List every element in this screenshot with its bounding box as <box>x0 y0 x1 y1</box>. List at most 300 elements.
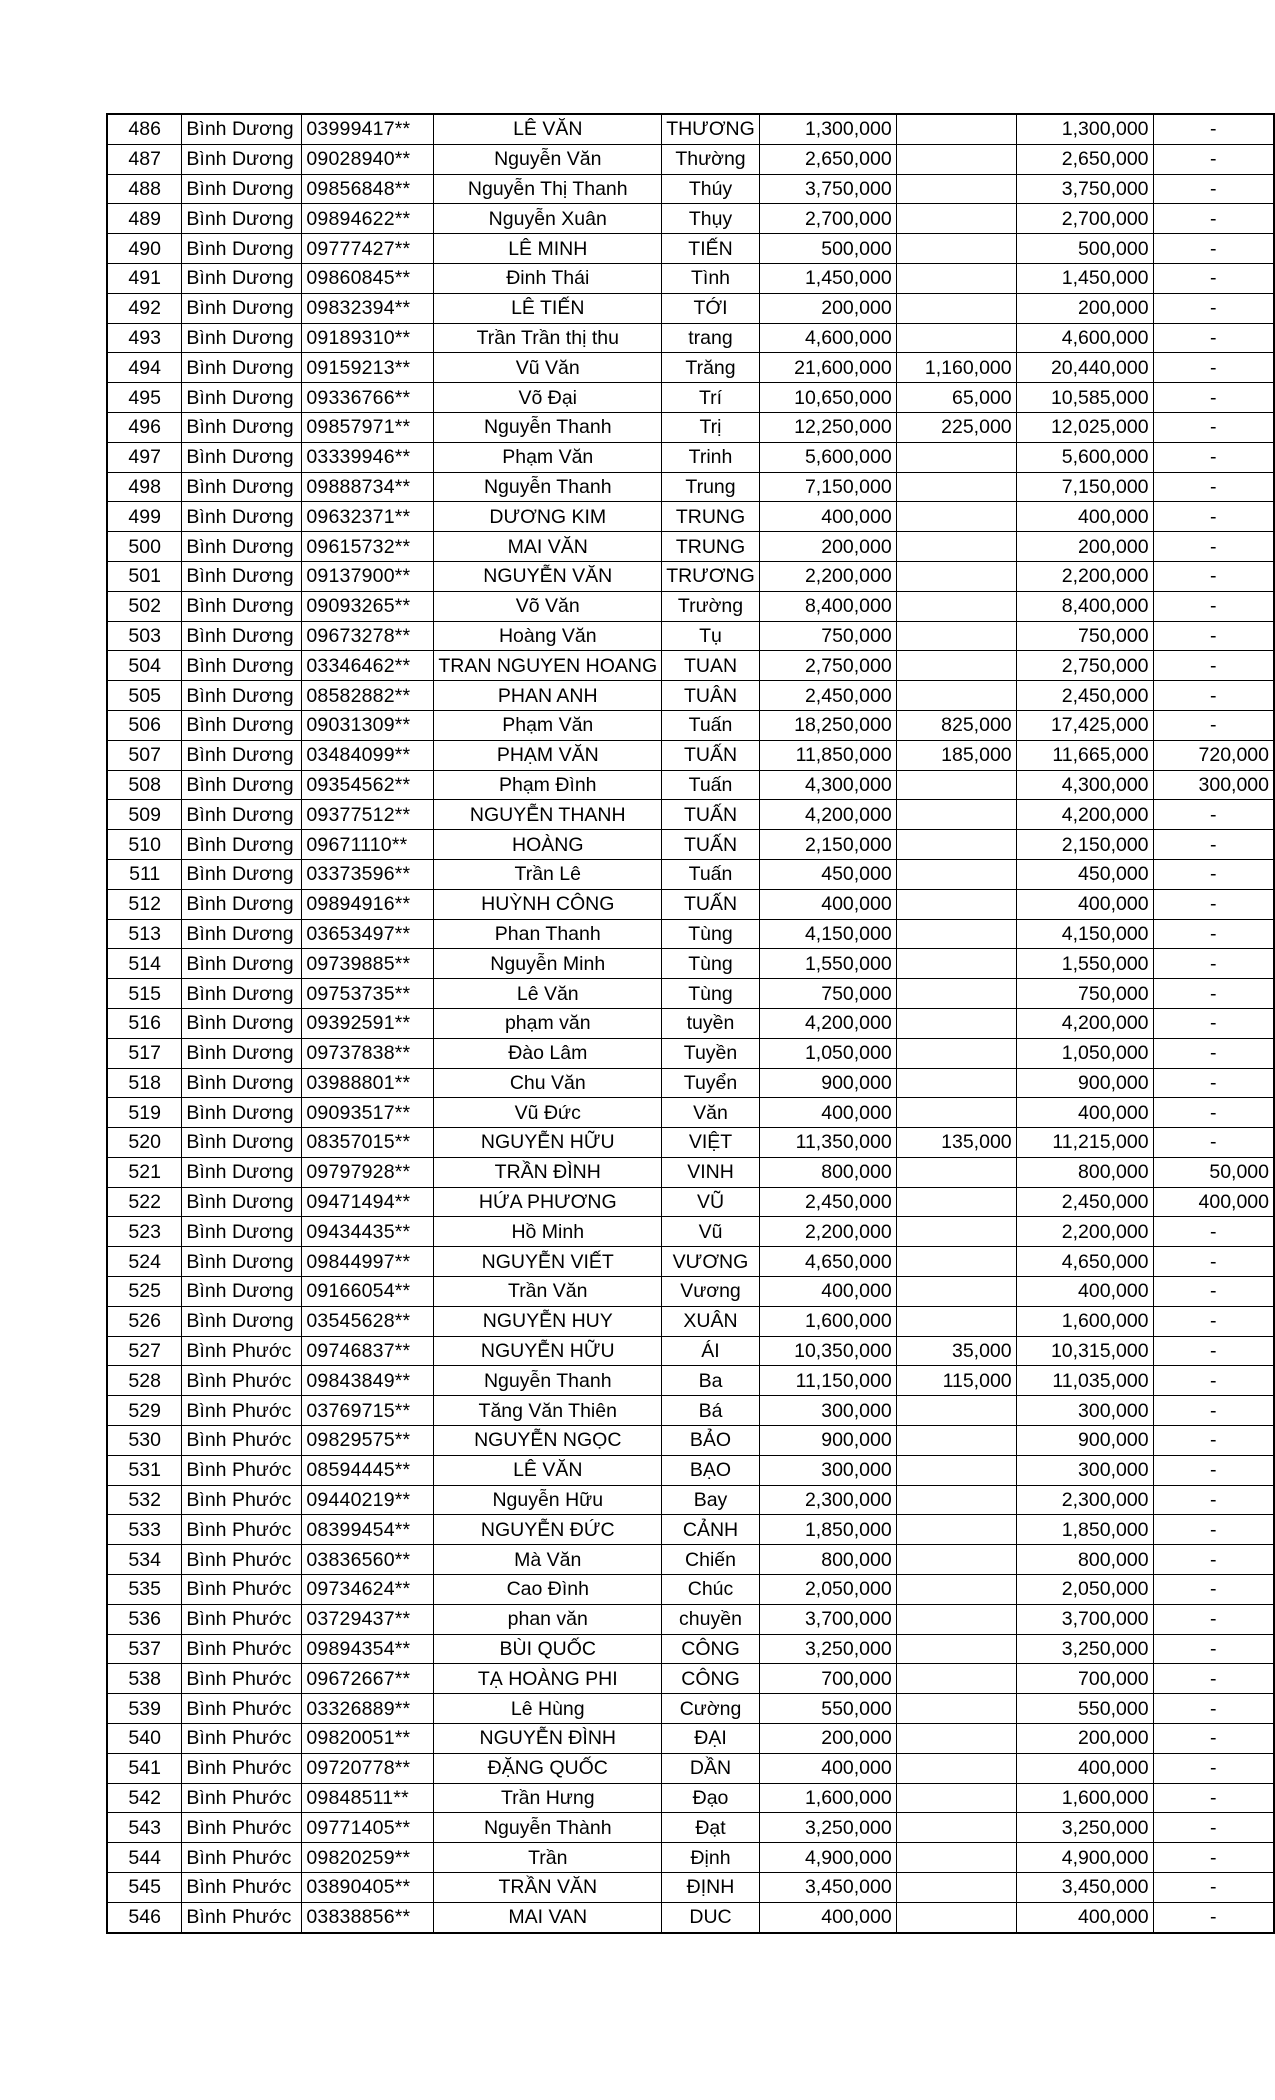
row-number: 520 <box>107 1128 182 1158</box>
row-number: 518 <box>107 1068 182 1098</box>
given-name-cell: BẠO <box>662 1455 760 1485</box>
phone-cell: 09894622** <box>302 204 434 234</box>
extra-cell: - <box>1153 1664 1274 1694</box>
row-number: 541 <box>107 1753 182 1783</box>
deduction-cell <box>896 1902 1016 1932</box>
row-number: 538 <box>107 1664 182 1694</box>
deduction-cell <box>896 889 1016 919</box>
table-row <box>107 383 1274 413</box>
surname-cell: Đào Lâm <box>434 1038 662 1068</box>
extra-cell: - <box>1153 114 1274 144</box>
deduction-cell <box>896 859 1016 889</box>
table-row <box>107 859 1274 889</box>
extra-cell: - <box>1153 1604 1274 1634</box>
province-cell: Bình Dương <box>182 204 302 234</box>
surname-cell: NGUYỄN HỮU <box>434 1128 662 1158</box>
extra-cell: - <box>1153 353 1274 383</box>
table-row <box>107 1902 1274 1932</box>
phone-cell: 09392591** <box>302 1008 434 1038</box>
table-row <box>107 323 1274 353</box>
net-amount-cell: 900,000 <box>1016 1068 1153 1098</box>
net-amount-cell: 2,150,000 <box>1016 830 1153 860</box>
deduction-cell <box>896 263 1016 293</box>
extra-cell: - <box>1153 234 1274 264</box>
province-cell: Bình Dương <box>182 502 302 532</box>
surname-cell: TẠ HOÀNG PHI <box>434 1664 662 1694</box>
surname-cell: Nguyễn Hữu <box>434 1485 662 1515</box>
surname-cell: Lê Hùng <box>434 1694 662 1724</box>
surname-cell: Võ Văn <box>434 591 662 621</box>
row-number: 513 <box>107 919 182 949</box>
province-cell: Bình Phước <box>182 1694 302 1724</box>
net-amount-cell: 2,650,000 <box>1016 144 1153 174</box>
phone-cell: 09093265** <box>302 591 434 621</box>
phone-cell: 09028940** <box>302 144 434 174</box>
net-amount-cell: 1,600,000 <box>1016 1783 1153 1813</box>
amount-cell: 400,000 <box>759 502 896 532</box>
extra-cell: - <box>1153 323 1274 353</box>
phone-cell: 09671110** <box>302 830 434 860</box>
surname-cell: Phan Thanh <box>434 919 662 949</box>
deduction-cell <box>896 770 1016 800</box>
row-number: 540 <box>107 1724 182 1754</box>
surname-cell: Vũ Văn <box>434 353 662 383</box>
table-row <box>107 830 1274 860</box>
amount-cell: 8,400,000 <box>759 591 896 621</box>
extra-cell: 300,000 <box>1153 770 1274 800</box>
province-cell: Bình Dương <box>182 621 302 651</box>
amount-cell: 3,250,000 <box>759 1813 896 1843</box>
extra-cell: - <box>1153 1873 1274 1903</box>
table-row <box>107 234 1274 264</box>
province-cell: Bình Dương <box>182 1128 302 1158</box>
net-amount-cell: 10,585,000 <box>1016 383 1153 413</box>
phone-cell: 09829575** <box>302 1426 434 1456</box>
table-row <box>107 1366 1274 1396</box>
given-name-cell: TUẤN <box>662 740 760 770</box>
phone-cell: 09843849** <box>302 1366 434 1396</box>
deduction-cell <box>896 1604 1016 1634</box>
extra-cell: - <box>1153 144 1274 174</box>
phone-cell: 03326889** <box>302 1694 434 1724</box>
net-amount-cell: 4,150,000 <box>1016 919 1153 949</box>
province-cell: Bình Dương <box>182 412 302 442</box>
row-number: 488 <box>107 174 182 204</box>
province-cell: Bình Phước <box>182 1783 302 1813</box>
row-number: 517 <box>107 1038 182 1068</box>
surname-cell: Hồ Minh <box>434 1217 662 1247</box>
province-cell: Bình Dương <box>182 1306 302 1336</box>
amount-cell: 4,300,000 <box>759 770 896 800</box>
given-name-cell: Tuấn <box>662 770 760 800</box>
row-number: 505 <box>107 681 182 711</box>
extra-cell: - <box>1153 591 1274 621</box>
phone-cell: 09832394** <box>302 293 434 323</box>
amount-cell: 2,450,000 <box>759 681 896 711</box>
province-cell: Bình Dương <box>182 1157 302 1187</box>
deduction-cell <box>896 1038 1016 1068</box>
net-amount-cell: 2,700,000 <box>1016 204 1153 234</box>
surname-cell: Phạm Văn <box>434 710 662 740</box>
extra-cell: - <box>1153 472 1274 502</box>
table-row <box>107 472 1274 502</box>
deduction-cell <box>896 1515 1016 1545</box>
extra-cell: - <box>1153 651 1274 681</box>
table-row <box>107 1783 1274 1813</box>
extra-cell: - <box>1153 1098 1274 1128</box>
net-amount-cell: 1,550,000 <box>1016 949 1153 979</box>
net-amount-cell: 2,200,000 <box>1016 561 1153 591</box>
phone-cell: 09753735** <box>302 979 434 1009</box>
deduction-cell <box>896 204 1016 234</box>
deduction-cell <box>896 1783 1016 1813</box>
given-name-cell: Trung <box>662 472 760 502</box>
given-name-cell: Tuấn <box>662 710 760 740</box>
table-row <box>107 293 1274 323</box>
phone-cell: 09336766** <box>302 383 434 413</box>
deduction-cell <box>896 1068 1016 1098</box>
phone-cell: 09377512** <box>302 800 434 830</box>
extra-cell: - <box>1153 532 1274 562</box>
table-row <box>107 1247 1274 1277</box>
extra-cell: - <box>1153 1575 1274 1605</box>
deduction-cell <box>896 621 1016 651</box>
phone-cell: 03836560** <box>302 1545 434 1575</box>
amount-cell: 900,000 <box>759 1068 896 1098</box>
province-cell: Bình Dương <box>182 1068 302 1098</box>
row-number: 504 <box>107 651 182 681</box>
phone-cell: 09894916** <box>302 889 434 919</box>
amount-cell: 200,000 <box>759 1724 896 1754</box>
net-amount-cell: 4,200,000 <box>1016 1008 1153 1038</box>
amount-cell: 10,350,000 <box>759 1336 896 1366</box>
row-number: 515 <box>107 979 182 1009</box>
extra-cell: - <box>1153 383 1274 413</box>
deduction-cell <box>896 800 1016 830</box>
table-row <box>107 114 1274 144</box>
province-cell: Bình Phước <box>182 1336 302 1366</box>
extra-cell: - <box>1153 621 1274 651</box>
given-name-cell: TRUNG <box>662 532 760 562</box>
province-cell: Bình Dương <box>182 859 302 889</box>
province-cell: Bình Phước <box>182 1604 302 1634</box>
table-row <box>107 174 1274 204</box>
extra-cell: - <box>1153 263 1274 293</box>
given-name-cell: DẦN <box>662 1753 760 1783</box>
surname-cell: LÊ VĂN <box>434 1455 662 1485</box>
phone-cell: 09734624** <box>302 1575 434 1605</box>
extra-cell: - <box>1153 1277 1274 1307</box>
deduction-cell <box>896 830 1016 860</box>
table-row <box>107 1426 1274 1456</box>
province-cell: Bình Dương <box>182 383 302 413</box>
table-row <box>107 1545 1274 1575</box>
phone-cell: 09857971** <box>302 412 434 442</box>
phone-cell: 03339946** <box>302 442 434 472</box>
province-cell: Bình Dương <box>182 710 302 740</box>
province-cell: Bình Dương <box>182 144 302 174</box>
given-name-cell: Thúy <box>662 174 760 204</box>
deduction-cell <box>896 323 1016 353</box>
deduction-cell <box>896 1455 1016 1485</box>
net-amount-cell: 11,035,000 <box>1016 1366 1153 1396</box>
data-table <box>106 113 1275 1934</box>
amount-cell: 400,000 <box>759 1277 896 1307</box>
extra-cell: - <box>1153 1455 1274 1485</box>
province-cell: Bình Dương <box>182 740 302 770</box>
province-cell: Bình Phước <box>182 1366 302 1396</box>
row-number: 529 <box>107 1396 182 1426</box>
given-name-cell: Bá <box>662 1396 760 1426</box>
given-name-cell: XUÂN <box>662 1306 760 1336</box>
province-cell: Bình Phước <box>182 1426 302 1456</box>
amount-cell: 11,850,000 <box>759 740 896 770</box>
deduction-cell <box>896 1426 1016 1456</box>
surname-cell: NGUYỄN VIẾT <box>434 1247 662 1277</box>
surname-cell: Lê Văn <box>434 979 662 1009</box>
surname-cell: LÊ TIẾN <box>434 293 662 323</box>
table-row <box>107 1634 1274 1664</box>
table-row <box>107 412 1274 442</box>
given-name-cell: TUẤN <box>662 800 760 830</box>
amount-cell: 800,000 <box>759 1545 896 1575</box>
table-row <box>107 591 1274 621</box>
province-cell: Bình Phước <box>182 1455 302 1485</box>
table-row <box>107 204 1274 234</box>
given-name-cell: ÁI <box>662 1336 760 1366</box>
amount-cell: 400,000 <box>759 889 896 919</box>
deduction-cell <box>896 1575 1016 1605</box>
deduction-cell <box>896 1634 1016 1664</box>
phone-cell: 09737838** <box>302 1038 434 1068</box>
table-row <box>107 1098 1274 1128</box>
province-cell: Bình Dương <box>182 800 302 830</box>
net-amount-cell: 17,425,000 <box>1016 710 1153 740</box>
net-amount-cell: 2,200,000 <box>1016 1217 1153 1247</box>
phone-cell: 09434435** <box>302 1217 434 1247</box>
province-cell: Bình Phước <box>182 1485 302 1515</box>
deduction-cell <box>896 114 1016 144</box>
phone-cell: 03545628** <box>302 1306 434 1336</box>
amount-cell: 4,900,000 <box>759 1843 896 1873</box>
net-amount-cell: 400,000 <box>1016 1753 1153 1783</box>
phone-cell: 09166054** <box>302 1277 434 1307</box>
table-row <box>107 442 1274 472</box>
amount-cell: 400,000 <box>759 1753 896 1783</box>
extra-cell: - <box>1153 830 1274 860</box>
extra-cell: - <box>1153 502 1274 532</box>
net-amount-cell: 400,000 <box>1016 1902 1153 1932</box>
phone-cell: 03890405** <box>302 1873 434 1903</box>
surname-cell: phạm văn <box>434 1008 662 1038</box>
phone-cell: 09137900** <box>302 561 434 591</box>
deduction-cell <box>896 532 1016 562</box>
province-cell: Bình Phước <box>182 1396 302 1426</box>
amount-cell: 2,300,000 <box>759 1485 896 1515</box>
net-amount-cell: 200,000 <box>1016 532 1153 562</box>
extra-cell: - <box>1153 1634 1274 1664</box>
table-row <box>107 1306 1274 1336</box>
given-name-cell: Chiến <box>662 1545 760 1575</box>
surname-cell: Cao Đình <box>434 1575 662 1605</box>
surname-cell: MAI VAN <box>434 1902 662 1932</box>
surname-cell: NGUYỄN NGỌC <box>434 1426 662 1456</box>
amount-cell: 11,350,000 <box>759 1128 896 1158</box>
net-amount-cell: 400,000 <box>1016 1277 1153 1307</box>
surname-cell: NGUYỄN ĐÌNH <box>434 1724 662 1754</box>
province-cell: Bình Dương <box>182 442 302 472</box>
row-number: 516 <box>107 1008 182 1038</box>
extra-cell: - <box>1153 681 1274 711</box>
surname-cell: HỨA PHƯƠNG <box>434 1187 662 1217</box>
table-body <box>107 114 1274 1933</box>
deduction-cell: 135,000 <box>896 1128 1016 1158</box>
table-row <box>107 770 1274 800</box>
province-cell: Bình Dương <box>182 591 302 621</box>
amount-cell: 2,700,000 <box>759 204 896 234</box>
deduction-cell <box>896 1277 1016 1307</box>
given-name-cell: TỚI <box>662 293 760 323</box>
row-number: 499 <box>107 502 182 532</box>
given-name-cell: trang <box>662 323 760 353</box>
deduction-cell <box>896 561 1016 591</box>
phone-cell: 09672667** <box>302 1664 434 1694</box>
extra-cell: - <box>1153 1306 1274 1336</box>
row-number: 543 <box>107 1813 182 1843</box>
amount-cell: 1,850,000 <box>759 1515 896 1545</box>
amount-cell: 1,050,000 <box>759 1038 896 1068</box>
phone-cell: 09771405** <box>302 1813 434 1843</box>
given-name-cell: tuyền <box>662 1008 760 1038</box>
table-row <box>107 1277 1274 1307</box>
net-amount-cell: 4,300,000 <box>1016 770 1153 800</box>
phone-cell: 03484099** <box>302 740 434 770</box>
given-name-cell: Tình <box>662 263 760 293</box>
table-row <box>107 144 1274 174</box>
given-name-cell: Trăng <box>662 353 760 383</box>
surname-cell: Phạm Văn <box>434 442 662 472</box>
extra-cell: - <box>1153 174 1274 204</box>
given-name-cell: Chúc <box>662 1575 760 1605</box>
province-cell: Bình Phước <box>182 1873 302 1903</box>
extra-cell: - <box>1153 1724 1274 1754</box>
table-row <box>107 561 1274 591</box>
given-name-cell: BẢO <box>662 1426 760 1456</box>
net-amount-cell: 1,050,000 <box>1016 1038 1153 1068</box>
phone-cell: 03838856** <box>302 1902 434 1932</box>
row-number: 495 <box>107 383 182 413</box>
given-name-cell: Tùng <box>662 919 760 949</box>
given-name-cell: TUAN <box>662 651 760 681</box>
deduction-cell <box>896 1098 1016 1128</box>
extra-cell: - <box>1153 1008 1274 1038</box>
row-number: 502 <box>107 591 182 621</box>
surname-cell: TRAN NGUYEN HOANG <box>434 651 662 681</box>
phone-cell: 09844997** <box>302 1247 434 1277</box>
extra-cell: - <box>1153 1336 1274 1366</box>
net-amount-cell: 4,900,000 <box>1016 1843 1153 1873</box>
surname-cell: Phạm Đình <box>434 770 662 800</box>
surname-cell: Trần Văn <box>434 1277 662 1307</box>
net-amount-cell: 2,750,000 <box>1016 651 1153 681</box>
deduction-cell <box>896 144 1016 174</box>
table-row <box>107 1724 1274 1754</box>
extra-cell: - <box>1153 1038 1274 1068</box>
province-cell: Bình Dương <box>182 770 302 800</box>
net-amount-cell: 800,000 <box>1016 1157 1153 1187</box>
table-row <box>107 740 1274 770</box>
surname-cell: TRẦN ĐÌNH <box>434 1157 662 1187</box>
surname-cell: LÊ MINH <box>434 234 662 264</box>
extra-cell: - <box>1153 979 1274 1009</box>
extra-cell: - <box>1153 442 1274 472</box>
province-cell: Bình Phước <box>182 1575 302 1605</box>
amount-cell: 1,600,000 <box>759 1306 896 1336</box>
table-row <box>107 800 1274 830</box>
phone-cell: 09860845** <box>302 263 434 293</box>
table-row <box>107 353 1274 383</box>
province-cell: Bình Dương <box>182 353 302 383</box>
surname-cell: PHAN ANH <box>434 681 662 711</box>
surname-cell: Tăng Văn Thiên <box>434 1396 662 1426</box>
deduction-cell <box>896 174 1016 204</box>
amount-cell: 400,000 <box>759 1902 896 1932</box>
table-row <box>107 1873 1274 1903</box>
province-cell: Bình Phước <box>182 1902 302 1932</box>
surname-cell: NGUYỄN ĐỨC <box>434 1515 662 1545</box>
province-cell: Bình Dương <box>182 919 302 949</box>
province-cell: Bình Dương <box>182 681 302 711</box>
extra-cell: - <box>1153 412 1274 442</box>
table-row <box>107 1128 1274 1158</box>
table-row <box>107 949 1274 979</box>
given-name-cell: Vương <box>662 1277 760 1307</box>
province-cell: Bình Dương <box>182 1008 302 1038</box>
net-amount-cell: 3,450,000 <box>1016 1873 1153 1903</box>
surname-cell: Trần Hưng <box>434 1783 662 1813</box>
table-row <box>107 621 1274 651</box>
extra-cell: - <box>1153 293 1274 323</box>
deduction-cell <box>896 502 1016 532</box>
amount-cell: 750,000 <box>759 621 896 651</box>
amount-cell: 700,000 <box>759 1664 896 1694</box>
row-number: 536 <box>107 1604 182 1634</box>
given-name-cell: CÔNG <box>662 1664 760 1694</box>
table-row <box>107 1396 1274 1426</box>
net-amount-cell: 550,000 <box>1016 1694 1153 1724</box>
net-amount-cell: 11,665,000 <box>1016 740 1153 770</box>
phone-cell: 09159213** <box>302 353 434 383</box>
phone-cell: 09894354** <box>302 1634 434 1664</box>
extra-cell: - <box>1153 1813 1274 1843</box>
province-cell: Bình Dương <box>182 174 302 204</box>
extra-cell: - <box>1153 800 1274 830</box>
row-number: 522 <box>107 1187 182 1217</box>
given-name-cell: Tuấn <box>662 859 760 889</box>
surname-cell: HOÀNG <box>434 830 662 860</box>
phone-cell: 09848511** <box>302 1783 434 1813</box>
phone-cell: 03373596** <box>302 859 434 889</box>
net-amount-cell: 1,300,000 <box>1016 114 1153 144</box>
extra-cell: - <box>1153 949 1274 979</box>
surname-cell: Hoàng Văn <box>434 621 662 651</box>
amount-cell: 5,600,000 <box>759 442 896 472</box>
given-name-cell: VŨ <box>662 1187 760 1217</box>
phone-cell: 08357015** <box>302 1128 434 1158</box>
table-row <box>107 502 1274 532</box>
deduction-cell <box>896 681 1016 711</box>
given-name-cell: Định <box>662 1843 760 1873</box>
